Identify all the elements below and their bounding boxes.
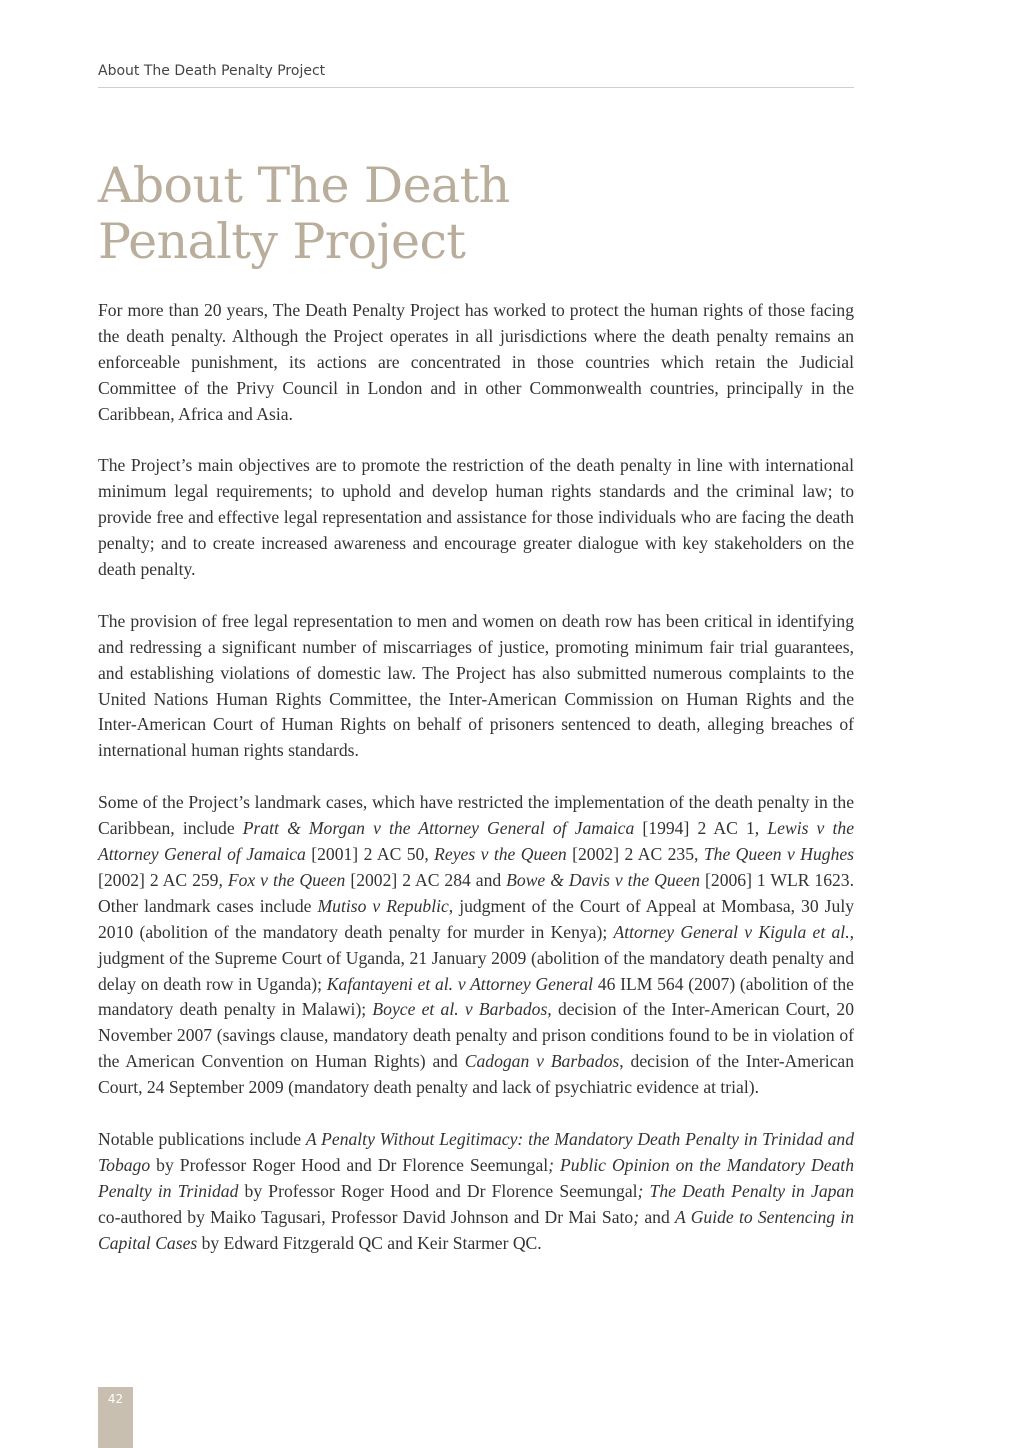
paragraph-landmark-cases: [98, 790, 854, 1101]
running-header-title: About The Death Penalty Project: [98, 63, 326, 79]
citation-italic: ;: [633, 1206, 645, 1227]
citation-italic: Bowe & Davis v the Queen: [506, 869, 701, 890]
page-number-tab: [98, 1387, 133, 1448]
citation-italic: Kafantayeni et al. v Attorney General: [326, 973, 594, 994]
citation-italic: Boyce et al. v Barbados,: [372, 999, 552, 1020]
running-header: [98, 61, 854, 88]
text-run: by Edward Fitzgerald QC and Keir Starmer QC.: [197, 1232, 542, 1253]
paragraph-intro: For more than 20 years, The Death Penalty Project has worked to protect the human rights of those facing the death penalty. Although the Project operates in all jurisdictions where the death penalty remains an enforceable punishment, its actions are concentrated in those countries which retain the Judicial Committee of the Privy Council in London and in other Commonwealth countries, principally in the Caribbean, Africa and Asia.: [98, 300, 854, 424]
text-run: by Professor Roger Hood and Dr Florence Seemungal: [150, 1154, 549, 1175]
paragraph-publications: [98, 1127, 854, 1257]
text-run: , judgment of the Court of Appeal at Mombasa, 30 July 2010 (abolition of the mandatory death penalty for murder in Kenya);: [98, 895, 855, 942]
page-title-line-2: Penalty Project: [98, 213, 466, 270]
article-body: [98, 298, 854, 1282]
citation-italic: ; The Death Penalty in Japan: [637, 1180, 855, 1201]
text-run: [2006] 1 WLR 1623. Other landmark cases include: [98, 869, 855, 916]
citation-italic: Reyes v the Queen: [434, 843, 567, 864]
citation-italic: Mutiso v Republic: [317, 895, 449, 916]
text-run: and: [644, 1206, 676, 1227]
citation-italic: Fox v the Queen: [227, 869, 346, 890]
citation-italic: A Penalty Without Legitimacy: the Mandatory Death Penalty in Trinidad and Tobago: [98, 1128, 854, 1175]
citation-italic: Lewis v the Attorney General of Jamaica: [98, 818, 855, 864]
citation-italic: Cadogan v Barbados: [464, 1051, 620, 1072]
text-run: Some of the Project’s landmark cases, which have restricted the implementation of the death penalty in the Caribbean, include: [98, 792, 854, 839]
text-run: [1994] 2 AC 1,: [634, 818, 768, 839]
page-number: 42: [107, 1392, 124, 1406]
text-run: [2002] 2 AC 284 and: [345, 869, 507, 890]
citation-italic: Pratt & Morgan v the Attorney General of Jamaica: [242, 818, 635, 839]
text-run: , decision of the Inter-American Court, 24 September 2009 (mandatory death penalty and lack of psychiatric evidence at trial).: [98, 1051, 855, 1098]
citation-italic: The Queen v Hughes: [703, 843, 855, 864]
citation-italic: A Guide to Sentencing in Capital Cases: [98, 1206, 855, 1253]
citation-italic: ; Public Opinion on the Mandatory Death Penalty in Trinidad: [98, 1154, 854, 1201]
paragraph-legal-representation: The provision of free legal representation to men and women on death row has been critical in identifying and redressing a significant number of miscarriages of justice, promoting minimum fair trial guarantees, and establishing violations of domestic law. The Project has also submitted numerous complaints to the United Nations Human Rights Committee, the Inter-American Commission on Human Rights and the Inter-American Court of Human Rights on behalf of prisoners sentenced to death, alleging breaches of international human rights standards.: [98, 610, 854, 761]
text-run: decision of the Inter-American Court, 20 November 2007 (savings clause, mandatory death penalty and prison conditions found to be in violation of the American Convention on Human Rights) and: [98, 999, 854, 1072]
text-run: [2002] 2 AC 235,: [566, 843, 704, 864]
page-title-line-1: About The Death: [98, 157, 510, 214]
paragraph-objectives: The Project’s main objectives are to promote the restriction of the death penalty in line with international minimum legal requirements; to uphold and develop human rights standards and the criminal law; to provide free and effective legal representation and assistance for those individuals who are facing the death penalty; and to create increased awareness and encourage greater dialogue with key stakeholders on the death penalty.: [98, 455, 854, 580]
text-run: judgment of the Supreme Court of Uganda, 21 January 2009 (abolition of the mandatory death penalty and delay on death row in Uganda);: [98, 947, 854, 994]
text-run: 46 ILM 564 (2007) (abolition of the mandatory death penalty in Malawi);: [98, 973, 854, 1020]
citation-italic: Attorney General v Kigula et al.,: [613, 921, 854, 942]
text-run: Notable publications include: [98, 1128, 306, 1149]
text-run: by Professor Roger Hood and Dr Florence Seemungal: [238, 1180, 638, 1201]
text-run: co-authored by Maiko Tagusari, Professor David Johnson and Dr Mai Sato: [98, 1206, 634, 1227]
text-run: [2002] 2 AC 259,: [98, 869, 228, 890]
page-title: [98, 158, 510, 270]
text-run: [2001] 2 AC 50,: [305, 843, 435, 864]
